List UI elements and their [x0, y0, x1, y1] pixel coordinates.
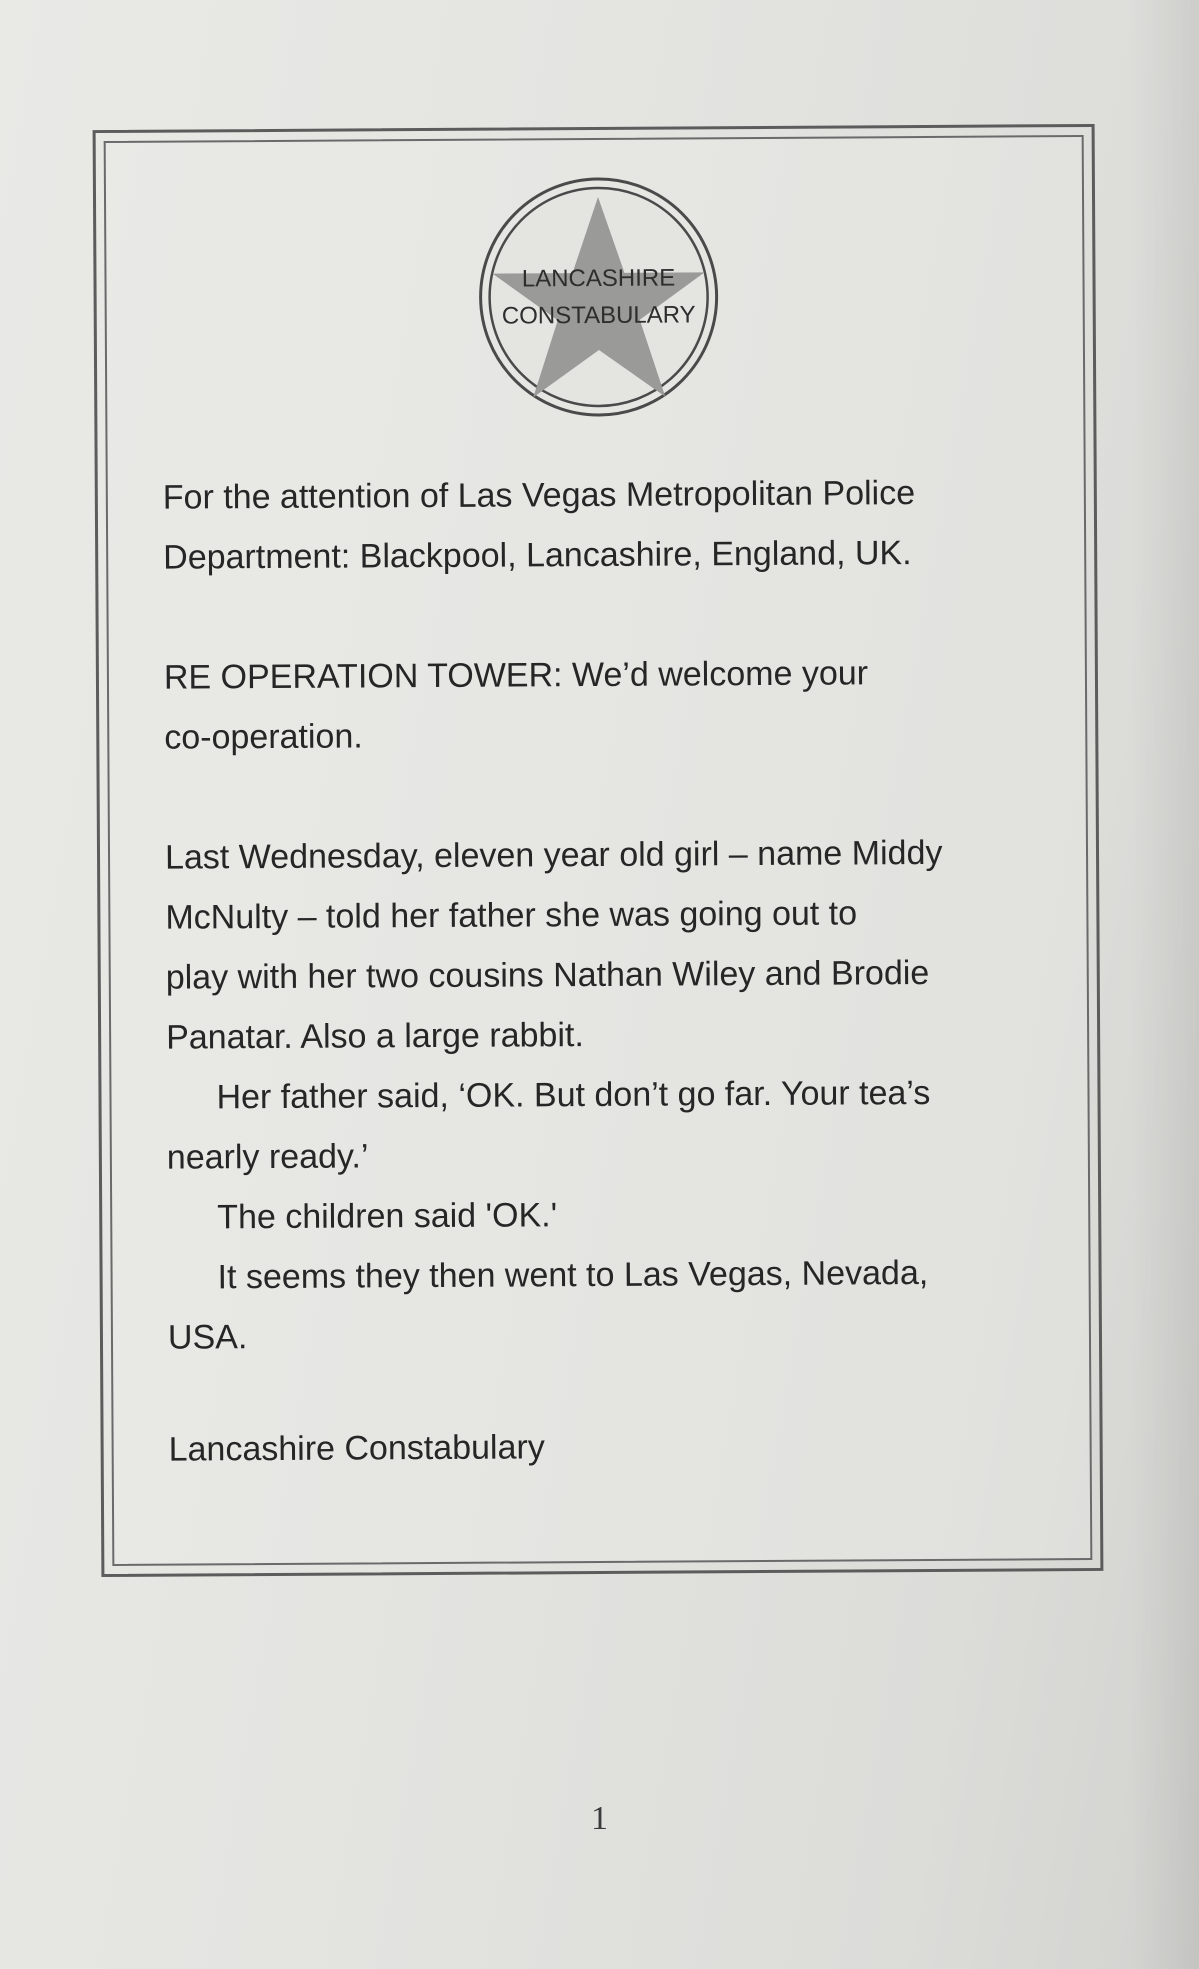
signature: Lancashire Constabulary	[168, 1428, 545, 1469]
paragraph-1-line-4: Panatar. Also a large rabbit.	[166, 1016, 584, 1057]
paragraph-3-line-1: The children said 'OK.'	[217, 1196, 558, 1237]
letter-body	[163, 462, 1029, 1479]
address-line-2: Department: Blackpool, Lancashire, England, UK.	[163, 534, 912, 577]
re-line-2: co-operation.	[164, 717, 363, 757]
paragraph-1-line-3: play with her two cousins Nathan Wiley and Brodie	[165, 953, 930, 997]
page-shadow	[1129, 0, 1199, 1969]
paragraph-4-line-1: It seems they then went to Las Vegas, Nevada,	[217, 1253, 929, 1297]
paragraph-2-line-1: Her father said, ‘OK. But don’t go far. Your tea’s	[216, 1073, 931, 1117]
letter-frame	[93, 124, 1104, 1577]
address-line-1: For the attention of Las Vegas Metropolitan Police	[162, 474, 916, 517]
re-line-1: RE OPERATION TOWER: We’d welcome your	[163, 654, 869, 697]
letter-frame-inner	[104, 135, 1093, 1566]
seal-text-line1: LANCASHIRE	[521, 264, 676, 293]
page-number: 1	[591, 1800, 608, 1837]
paragraph-1-line-2: McNulty – told her father she was going out to	[165, 894, 858, 937]
seal-text-line2: CONSTABULARY	[501, 301, 696, 330]
paragraph-2-line-2: nearly ready.’	[166, 1137, 369, 1177]
lancashire-constabulary-seal	[476, 174, 721, 419]
paragraph-4-line-2: USA.	[167, 1318, 248, 1357]
paragraph-1-line-1: Last Wednesday, eleven year old girl – name Middy	[164, 833, 943, 877]
star-badge-icon	[476, 174, 721, 419]
